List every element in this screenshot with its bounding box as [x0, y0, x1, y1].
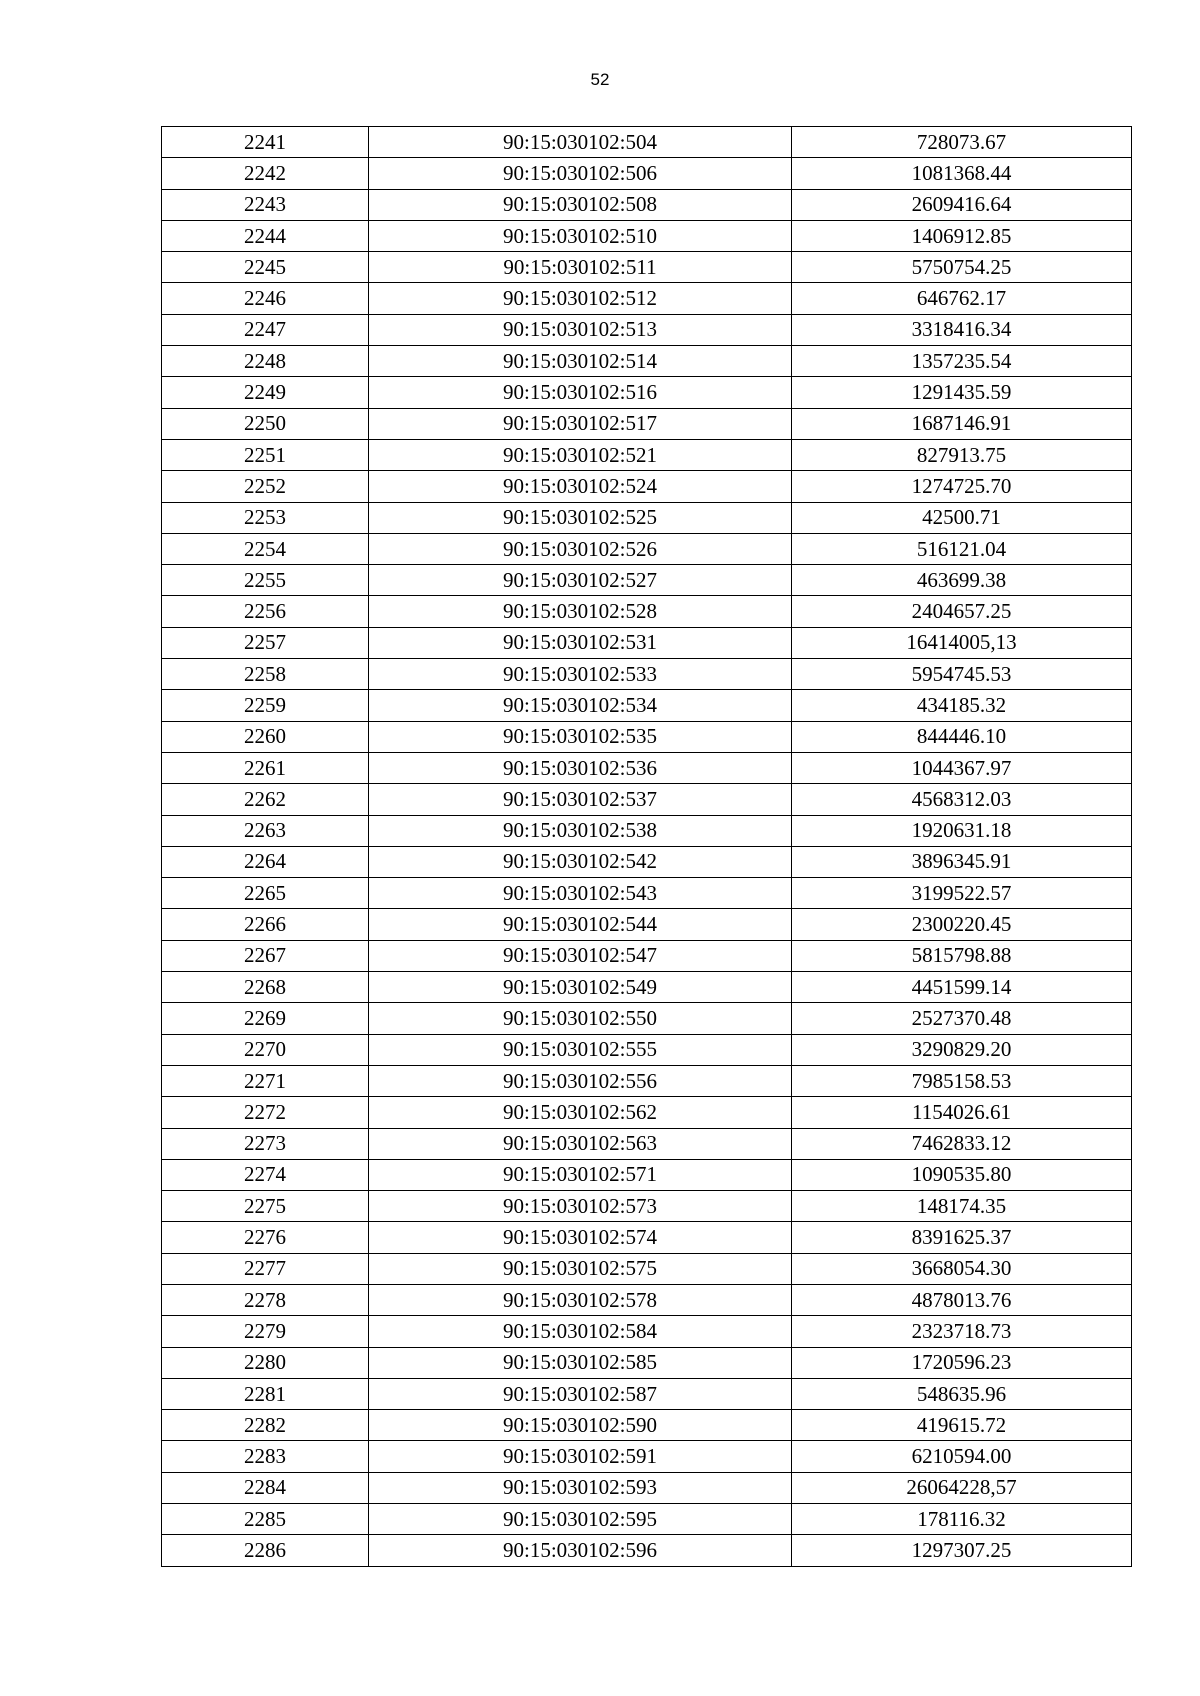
cadastral-number-cell: 90:15:030102:513	[369, 314, 792, 345]
table-row	[162, 627, 1132, 658]
cadastral-number-cell: 90:15:030102:506	[369, 158, 792, 189]
value-cell: 1274725.70	[792, 471, 1132, 502]
cadastral-number-cell: 90:15:030102:562	[369, 1097, 792, 1128]
value-cell: 1081368.44	[792, 158, 1132, 189]
table-row	[162, 1222, 1132, 1253]
cadastral-number-cell: 90:15:030102:585	[369, 1347, 792, 1378]
row-number-cell: 2283	[162, 1441, 369, 1472]
row-number-cell: 2269	[162, 1003, 369, 1034]
cadastral-number-cell: 90:15:030102:524	[369, 471, 792, 502]
value-cell: 3199522.57	[792, 878, 1132, 909]
value-cell: 844446.10	[792, 721, 1132, 752]
value-cell: 4878013.76	[792, 1284, 1132, 1315]
cadastral-number-cell: 90:15:030102:534	[369, 690, 792, 721]
table-row	[162, 1535, 1132, 1566]
value-cell: 728073.67	[792, 127, 1132, 158]
row-number-cell: 2267	[162, 940, 369, 971]
cadastral-number-cell: 90:15:030102:542	[369, 846, 792, 877]
row-number-cell: 2248	[162, 346, 369, 377]
table-row	[162, 940, 1132, 971]
cadastral-number-cell: 90:15:030102:550	[369, 1003, 792, 1034]
row-number-cell: 2280	[162, 1347, 369, 1378]
value-cell: 827913.75	[792, 439, 1132, 470]
page-number: 52	[590, 70, 610, 89]
row-number-cell: 2263	[162, 815, 369, 846]
row-number-cell: 2242	[162, 158, 369, 189]
table-row	[162, 1034, 1132, 1065]
table-row	[162, 1128, 1132, 1159]
cadastral-number-cell: 90:15:030102:573	[369, 1191, 792, 1222]
row-number-cell: 2241	[162, 127, 369, 158]
cadastral-number-cell: 90:15:030102:587	[369, 1378, 792, 1409]
table-row	[162, 1065, 1132, 1096]
value-cell: 4568312.03	[792, 784, 1132, 815]
value-cell: 1044367.97	[792, 752, 1132, 783]
table-row	[162, 471, 1132, 502]
cadastral-number-cell: 90:15:030102:537	[369, 784, 792, 815]
cadastral-number-cell: 90:15:030102:547	[369, 940, 792, 971]
value-cell: 2323718.73	[792, 1316, 1132, 1347]
table-row	[162, 690, 1132, 721]
table-row	[162, 283, 1132, 314]
table-row	[162, 659, 1132, 690]
row-number-cell: 2257	[162, 627, 369, 658]
row-number-cell: 2259	[162, 690, 369, 721]
table-row	[162, 127, 1132, 158]
value-cell: 2609416.64	[792, 189, 1132, 220]
row-number-cell: 2256	[162, 596, 369, 627]
cadastral-number-cell: 90:15:030102:504	[369, 127, 792, 158]
cadastral-number-cell: 90:15:030102:555	[369, 1034, 792, 1065]
table-row	[162, 408, 1132, 439]
table-row	[162, 721, 1132, 752]
value-cell: 4451599.14	[792, 972, 1132, 1003]
cadastral-number-cell: 90:15:030102:525	[369, 502, 792, 533]
value-cell: 2300220.45	[792, 909, 1132, 940]
row-number-cell: 2284	[162, 1472, 369, 1503]
row-number-cell: 2249	[162, 377, 369, 408]
cadastral-number-cell: 90:15:030102:511	[369, 252, 792, 283]
table-row	[162, 972, 1132, 1003]
value-cell: 8391625.37	[792, 1222, 1132, 1253]
value-cell: 3318416.34	[792, 314, 1132, 345]
value-cell: 1357235.54	[792, 346, 1132, 377]
table-row	[162, 502, 1132, 533]
cadastral-number-cell: 90:15:030102:590	[369, 1410, 792, 1441]
value-cell: 16414005,13	[792, 627, 1132, 658]
value-cell: 1297307.25	[792, 1535, 1132, 1566]
value-cell: 1406912.85	[792, 220, 1132, 251]
value-cell: 1720596.23	[792, 1347, 1132, 1378]
row-number-cell: 2268	[162, 972, 369, 1003]
table-row	[162, 1410, 1132, 1441]
value-cell: 463699.38	[792, 565, 1132, 596]
cadastral-number-cell: 90:15:030102:512	[369, 283, 792, 314]
cadastral-number-cell: 90:15:030102:593	[369, 1472, 792, 1503]
cadastral-number-cell: 90:15:030102:591	[369, 1441, 792, 1472]
cadastral-number-cell: 90:15:030102:527	[369, 565, 792, 596]
value-cell: 516121.04	[792, 533, 1132, 564]
table-row	[162, 784, 1132, 815]
row-number-cell: 2260	[162, 721, 369, 752]
table-row	[162, 846, 1132, 877]
value-cell: 1687146.91	[792, 408, 1132, 439]
cadastral-number-cell: 90:15:030102:538	[369, 815, 792, 846]
cadastral-number-cell: 90:15:030102:596	[369, 1535, 792, 1566]
value-cell: 419615.72	[792, 1410, 1132, 1441]
value-cell: 434185.32	[792, 690, 1132, 721]
table-row	[162, 1191, 1132, 1222]
row-number-cell: 2277	[162, 1253, 369, 1284]
table-row	[162, 158, 1132, 189]
value-cell: 5815798.88	[792, 940, 1132, 971]
row-number-cell: 2286	[162, 1535, 369, 1566]
row-number-cell: 2252	[162, 471, 369, 502]
cadastral-number-cell: 90:15:030102:510	[369, 220, 792, 251]
row-number-cell: 2245	[162, 252, 369, 283]
row-number-cell: 2258	[162, 659, 369, 690]
table-row	[162, 752, 1132, 783]
value-cell: 7462833.12	[792, 1128, 1132, 1159]
table-row	[162, 189, 1132, 220]
table-row	[162, 1284, 1132, 1315]
table-row	[162, 1472, 1132, 1503]
value-cell: 2527370.48	[792, 1003, 1132, 1034]
cadastral-number-cell: 90:15:030102:517	[369, 408, 792, 439]
cadastral-number-cell: 90:15:030102:574	[369, 1222, 792, 1253]
cadastral-number-cell: 90:15:030102:533	[369, 659, 792, 690]
value-cell: 1090535.80	[792, 1159, 1132, 1190]
table-row	[162, 596, 1132, 627]
table-row	[162, 377, 1132, 408]
row-number-cell: 2273	[162, 1128, 369, 1159]
table-row	[162, 1253, 1132, 1284]
table-row	[162, 1316, 1132, 1347]
row-number-cell: 2265	[162, 878, 369, 909]
table-row	[162, 1347, 1132, 1378]
value-cell: 6210594.00	[792, 1441, 1132, 1472]
row-number-cell: 2243	[162, 189, 369, 220]
table-body	[162, 127, 1132, 1567]
row-number-cell: 2247	[162, 314, 369, 345]
cadastral-number-cell: 90:15:030102:556	[369, 1065, 792, 1096]
cadastral-number-cell: 90:15:030102:571	[369, 1159, 792, 1190]
cadastral-number-cell: 90:15:030102:531	[369, 627, 792, 658]
table-row	[162, 346, 1132, 377]
cadastral-number-cell: 90:15:030102:526	[369, 533, 792, 564]
row-number-cell: 2255	[162, 565, 369, 596]
cadastral-number-cell: 90:15:030102:549	[369, 972, 792, 1003]
table-row	[162, 909, 1132, 940]
table-row	[162, 1378, 1132, 1409]
value-cell: 548635.96	[792, 1378, 1132, 1409]
cadastral-number-cell: 90:15:030102:535	[369, 721, 792, 752]
row-number-cell: 2270	[162, 1034, 369, 1065]
row-number-cell: 2246	[162, 283, 369, 314]
cadastral-number-cell: 90:15:030102:575	[369, 1253, 792, 1284]
row-number-cell: 2285	[162, 1504, 369, 1535]
row-number-cell: 2281	[162, 1378, 369, 1409]
row-number-cell: 2278	[162, 1284, 369, 1315]
table-row	[162, 878, 1132, 909]
row-number-cell: 2282	[162, 1410, 369, 1441]
table-row	[162, 1504, 1132, 1535]
row-number-cell: 2276	[162, 1222, 369, 1253]
cadastral-number-cell: 90:15:030102:521	[369, 439, 792, 470]
cadastral-number-cell: 90:15:030102:528	[369, 596, 792, 627]
cadastral-number-cell: 90:15:030102:544	[369, 909, 792, 940]
value-cell: 1154026.61	[792, 1097, 1132, 1128]
value-cell: 3290829.20	[792, 1034, 1132, 1065]
value-cell: 178116.32	[792, 1504, 1132, 1535]
table-row	[162, 1159, 1132, 1190]
row-number-cell: 2274	[162, 1159, 369, 1190]
table-row	[162, 439, 1132, 470]
cadastral-number-cell: 90:15:030102:508	[369, 189, 792, 220]
row-number-cell: 2275	[162, 1191, 369, 1222]
table-row	[162, 815, 1132, 846]
value-cell: 148174.35	[792, 1191, 1132, 1222]
table-row	[162, 252, 1132, 283]
value-cell: 1291435.59	[792, 377, 1132, 408]
row-number-cell: 2272	[162, 1097, 369, 1128]
row-number-cell: 2254	[162, 533, 369, 564]
cadastral-number-cell: 90:15:030102:578	[369, 1284, 792, 1315]
cadastral-number-cell: 90:15:030102:543	[369, 878, 792, 909]
cadastral-number-cell: 90:15:030102:563	[369, 1128, 792, 1159]
value-cell: 3896345.91	[792, 846, 1132, 877]
table-row	[162, 533, 1132, 564]
row-number-cell: 2261	[162, 752, 369, 783]
row-number-cell: 2266	[162, 909, 369, 940]
value-cell: 2404657.25	[792, 596, 1132, 627]
data-table	[161, 126, 1132, 1567]
table-row	[162, 1097, 1132, 1128]
table-row	[162, 314, 1132, 345]
row-number-cell: 2253	[162, 502, 369, 533]
row-number-cell: 2251	[162, 439, 369, 470]
table-row	[162, 565, 1132, 596]
value-cell: 3668054.30	[792, 1253, 1132, 1284]
row-number-cell: 2271	[162, 1065, 369, 1096]
cadastral-number-cell: 90:15:030102:516	[369, 377, 792, 408]
value-cell: 26064228,57	[792, 1472, 1132, 1503]
cadastral-number-cell: 90:15:030102:514	[369, 346, 792, 377]
table-row	[162, 1003, 1132, 1034]
table-row	[162, 1441, 1132, 1472]
value-cell: 5954745.53	[792, 659, 1132, 690]
cadastral-number-cell: 90:15:030102:536	[369, 752, 792, 783]
row-number-cell: 2264	[162, 846, 369, 877]
cadastral-number-cell: 90:15:030102:595	[369, 1504, 792, 1535]
row-number-cell: 2244	[162, 220, 369, 251]
value-cell: 5750754.25	[792, 252, 1132, 283]
value-cell: 42500.71	[792, 502, 1132, 533]
row-number-cell: 2262	[162, 784, 369, 815]
value-cell: 7985158.53	[792, 1065, 1132, 1096]
value-cell: 1920631.18	[792, 815, 1132, 846]
row-number-cell: 2250	[162, 408, 369, 439]
cadastral-number-cell: 90:15:030102:584	[369, 1316, 792, 1347]
table-row	[162, 220, 1132, 251]
value-cell: 646762.17	[792, 283, 1132, 314]
row-number-cell: 2279	[162, 1316, 369, 1347]
